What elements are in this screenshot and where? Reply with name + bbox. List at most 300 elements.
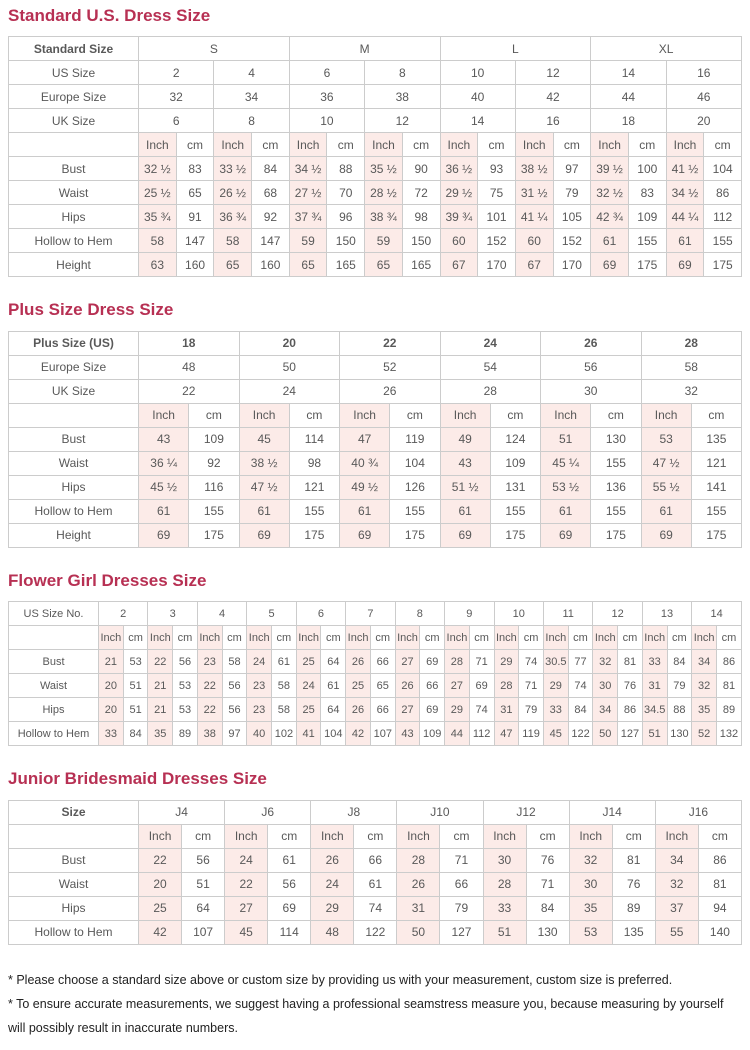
table-row (9, 674, 742, 698)
table-row (9, 157, 742, 181)
cell: 65 (370, 674, 395, 698)
cell: cm (478, 133, 516, 157)
cell: 22 (139, 848, 182, 872)
cell: 152 (478, 229, 516, 253)
cell: 121 (289, 475, 339, 499)
cell: 38 ¾ (365, 205, 403, 229)
cell: 45 (225, 920, 268, 944)
cell: 136 (591, 475, 641, 499)
cell: 42 (346, 722, 371, 746)
cell: 155 (390, 499, 440, 523)
cell: 65 (176, 181, 214, 205)
cell: 51 (541, 427, 591, 451)
cell: cm (526, 824, 569, 848)
table-row (9, 698, 742, 722)
cell: 56 (222, 698, 247, 722)
cell: 155 (591, 451, 641, 475)
cell: L (440, 37, 591, 61)
cell: Inch (569, 824, 612, 848)
flower-girl-table (8, 601, 742, 746)
cell: 155 (628, 229, 666, 253)
cell: Inch (541, 403, 591, 427)
cell: 89 (173, 722, 198, 746)
cell: 66 (354, 848, 397, 872)
plus-size-title: Plus Size Dress Size (8, 300, 174, 320)
cell: 14 (692, 602, 742, 626)
cell: 79 (553, 181, 591, 205)
cell: 104 (321, 722, 346, 746)
cell: 32 ½ (139, 157, 177, 181)
row-label: Size (9, 800, 139, 824)
cell: 60 (440, 229, 478, 253)
cell: Inch (239, 403, 289, 427)
row-label: Waist (9, 181, 139, 205)
cell: 11 (543, 602, 592, 626)
cell: 175 (704, 253, 742, 277)
cell: 76 (526, 848, 569, 872)
cell: 25 (139, 896, 182, 920)
cell: 29 (311, 896, 354, 920)
cell: 24 (311, 872, 354, 896)
cell: 51 (642, 722, 667, 746)
cell: 86 (704, 181, 742, 205)
cell: 18 (139, 331, 240, 355)
cell: Inch (483, 824, 526, 848)
cell: Inch (591, 133, 629, 157)
cell: 10 (440, 61, 515, 85)
cell: 93 (478, 157, 516, 181)
cell: 61 (666, 229, 704, 253)
cell: 70 (327, 181, 365, 205)
table-row (9, 253, 742, 277)
cell: 30 (593, 674, 618, 698)
cell: 38 ½ (515, 157, 553, 181)
cell: 61 (340, 499, 390, 523)
row-label: Bust (9, 848, 139, 872)
cell: J6 (225, 800, 311, 824)
cell: 71 (519, 674, 544, 698)
cell: 98 (289, 451, 339, 475)
cell: Inch (340, 403, 390, 427)
cell: 27 (395, 650, 420, 674)
cell: 27 (445, 674, 470, 698)
cell: 47 (494, 722, 519, 746)
cell: 52 (692, 722, 717, 746)
cell: 92 (189, 451, 239, 475)
cell: 34 ½ (666, 181, 704, 205)
cell: 26 (340, 379, 441, 403)
cell: 26 (311, 848, 354, 872)
cell: 45 (543, 722, 568, 746)
cell: 69 (420, 650, 445, 674)
cell: 170 (478, 253, 516, 277)
cell: 21 (148, 674, 173, 698)
cell: 71 (526, 872, 569, 896)
cell: 165 (402, 253, 440, 277)
cell: 69 (420, 698, 445, 722)
cell: 47 ½ (641, 451, 691, 475)
standard-size-section (8, 6, 742, 277)
row-label: US Size No. (9, 602, 99, 626)
cell: 66 (440, 872, 483, 896)
table-row (9, 403, 742, 427)
row-label: Height (9, 523, 139, 547)
row-label: Height (9, 253, 139, 277)
cell: 40 (247, 722, 272, 746)
cell: 109 (628, 205, 666, 229)
cell: 38 (197, 722, 222, 746)
cell: 155 (704, 229, 742, 253)
cell: 8 (365, 61, 440, 85)
cell: 10 (494, 602, 543, 626)
cell: 122 (354, 920, 397, 944)
row-label: Waist (9, 451, 139, 475)
cell: Inch (148, 626, 173, 650)
cell: 119 (519, 722, 544, 746)
cell: 20 (666, 109, 741, 133)
cell: 51 (483, 920, 526, 944)
cell: 56 (268, 872, 311, 896)
table-row (9, 626, 742, 650)
row-label: Hollow to Hem (9, 722, 99, 746)
row-label: Hollow to Hem (9, 499, 139, 523)
cell: 124 (490, 427, 540, 451)
cell: 121 (691, 451, 741, 475)
cell: 37 (655, 896, 698, 920)
cell: Inch (99, 626, 124, 650)
cell: cm (628, 133, 666, 157)
table-row (9, 499, 742, 523)
cell: 114 (289, 427, 339, 451)
cell: 26 (395, 674, 420, 698)
cell: cm (272, 626, 297, 650)
cell: Inch (296, 626, 321, 650)
footnotes (8, 968, 742, 1040)
table-row (9, 475, 742, 499)
cell: 64 (182, 896, 225, 920)
cell: 34 (655, 848, 698, 872)
cell: 109 (189, 427, 239, 451)
row-label: US Size (9, 61, 139, 85)
cell: 42 (515, 85, 590, 109)
cell: 43 (395, 722, 420, 746)
cell: 55 (655, 920, 698, 944)
cell: 22 (197, 698, 222, 722)
cell: 24 (296, 674, 321, 698)
cell: 101 (478, 205, 516, 229)
cell: 16 (666, 61, 741, 85)
cell: 35 (692, 698, 717, 722)
cell: 69 (541, 523, 591, 547)
cell: 170 (553, 253, 591, 277)
cell: cm (591, 403, 641, 427)
cell: 155 (490, 499, 540, 523)
cell: 56 (182, 848, 225, 872)
cell: 45 (239, 427, 289, 451)
table-row (9, 355, 742, 379)
cell: cm (327, 133, 365, 157)
cell: 27 (395, 698, 420, 722)
cell: 58 (214, 229, 252, 253)
cell: 22 (197, 674, 222, 698)
cell: J16 (655, 800, 741, 824)
row-label: Waist (9, 872, 139, 896)
cell: 53 (569, 920, 612, 944)
cell: 155 (189, 499, 239, 523)
cell: 33 (483, 896, 526, 920)
cell: 26 ½ (214, 181, 252, 205)
cell: 69 (139, 523, 189, 547)
cell: 22 (139, 379, 240, 403)
row-label (9, 824, 139, 848)
cell: 61 (239, 499, 289, 523)
cell: 69 (591, 253, 629, 277)
cell: 49 (440, 427, 490, 451)
cell: 34.5 (642, 698, 667, 722)
cell: Inch (494, 626, 519, 650)
table-row (9, 205, 742, 229)
cell: 60 (515, 229, 553, 253)
cell: 24 (225, 848, 268, 872)
cell: 45 ¼ (541, 451, 591, 475)
cell: 25 (296, 698, 321, 722)
cell: 69 (239, 523, 289, 547)
flower-girl-section (8, 571, 742, 746)
cell: 14 (591, 61, 666, 85)
cell: 175 (628, 253, 666, 277)
cell: cm (354, 824, 397, 848)
table-row (9, 109, 742, 133)
cell: 32 (692, 674, 717, 698)
cell: 100 (628, 157, 666, 181)
cell: 29 (543, 674, 568, 698)
cell: 66 (370, 650, 395, 674)
cell: 104 (390, 451, 440, 475)
cell: 21 (99, 650, 124, 674)
table-row (9, 872, 742, 896)
cell: Inch (346, 626, 371, 650)
cell: Inch (139, 403, 189, 427)
cell: 51 (123, 698, 148, 722)
cell: 53 ½ (541, 475, 591, 499)
cell: 61 (354, 872, 397, 896)
cell: 35 (569, 896, 612, 920)
cell: 2 (99, 602, 148, 626)
cell: 5 (247, 602, 296, 626)
row-label: Waist (9, 674, 99, 698)
cell: cm (268, 824, 311, 848)
table-row (9, 427, 742, 451)
cell: 150 (327, 229, 365, 253)
cell: cm (390, 403, 440, 427)
cell: 56 (173, 650, 198, 674)
cell: 81 (618, 650, 643, 674)
cell: 67 (515, 253, 553, 277)
cell: Inch (214, 133, 252, 157)
cell: Inch (445, 626, 470, 650)
cell: 14 (440, 109, 515, 133)
cell: 8 (214, 109, 289, 133)
cell: 114 (268, 920, 311, 944)
cell: 69 (469, 674, 494, 698)
cell: Inch (289, 133, 327, 157)
table-row (9, 920, 742, 944)
cell: Inch (440, 403, 490, 427)
cell: 39 ½ (591, 157, 629, 181)
cell: 27 ½ (289, 181, 327, 205)
cell: cm (289, 403, 339, 427)
row-label: Hollow to Hem (9, 920, 139, 944)
cell: Inch (197, 626, 222, 650)
cell: 32 (569, 848, 612, 872)
cell: 42 ¾ (591, 205, 629, 229)
cell: 40 (440, 85, 515, 109)
cell: 55 ½ (641, 475, 691, 499)
cell: Inch (642, 626, 667, 650)
cell: 28 (440, 379, 541, 403)
cell: 65 (365, 253, 403, 277)
cell: 61 (541, 499, 591, 523)
cell: 175 (189, 523, 239, 547)
cell: 30 (483, 848, 526, 872)
cell: 127 (440, 920, 483, 944)
cell: 72 (402, 181, 440, 205)
cell: 75 (478, 181, 516, 205)
cell: 46 (666, 85, 741, 109)
cell: 84 (123, 722, 148, 746)
cell: 98 (402, 205, 440, 229)
table-row (9, 229, 742, 253)
cell: 53 (123, 650, 148, 674)
row-label (9, 133, 139, 157)
cell: 41 ½ (666, 157, 704, 181)
cell: 48 (139, 355, 240, 379)
cell: J8 (311, 800, 397, 824)
cell: 22 (340, 331, 441, 355)
cell: cm (182, 824, 225, 848)
cell: 36 (289, 85, 364, 109)
cell: cm (618, 626, 643, 650)
cell: J12 (483, 800, 569, 824)
cell: 130 (526, 920, 569, 944)
cell: 43 (139, 427, 189, 451)
cell: 126 (390, 475, 440, 499)
cell: 61 (268, 848, 311, 872)
cell: cm (252, 133, 290, 157)
cell: 38 ½ (239, 451, 289, 475)
row-label: Hips (9, 475, 139, 499)
cell: 30.5 (543, 650, 568, 674)
cell: 28 (483, 872, 526, 896)
row-label: UK Size (9, 109, 139, 133)
cell: Inch (397, 824, 440, 848)
cell: 53 (173, 698, 198, 722)
cell: 26 (346, 650, 371, 674)
cell: 112 (469, 722, 494, 746)
cell: 81 (612, 848, 655, 872)
cell: 61 (321, 674, 346, 698)
cell: 94 (698, 896, 741, 920)
table-row (9, 848, 742, 872)
cell: 58 (222, 650, 247, 674)
cell: 4 (214, 61, 289, 85)
cell: 116 (189, 475, 239, 499)
cell: 130 (667, 722, 692, 746)
cell: 65 (289, 253, 327, 277)
cell: 89 (612, 896, 655, 920)
cell: 33 (543, 698, 568, 722)
cell: 141 (691, 475, 741, 499)
cell: 24 (247, 650, 272, 674)
cell: cm (667, 626, 692, 650)
cell: 52 (340, 355, 441, 379)
cell: cm (123, 626, 148, 650)
standard-size-title: Standard U.S. Dress Size (8, 6, 211, 25)
cell: 25 (346, 674, 371, 698)
cell: 53 (173, 674, 198, 698)
cell: 47 ½ (239, 475, 289, 499)
cell: 12 (515, 61, 590, 85)
cell: 63 (139, 253, 177, 277)
cell: 13 (642, 602, 691, 626)
table-row (9, 602, 742, 626)
cell: 26 (541, 331, 642, 355)
cell: J4 (139, 800, 225, 824)
cell: 27 (225, 896, 268, 920)
cell: 69 (340, 523, 390, 547)
cell: 58 (272, 674, 297, 698)
row-label: Europe Size (9, 355, 139, 379)
cell: 39 ¾ (440, 205, 478, 229)
cell: 175 (490, 523, 540, 547)
cell: 64 (321, 650, 346, 674)
cell: 66 (370, 698, 395, 722)
cell: cm (440, 824, 483, 848)
cell: 40 ¾ (340, 451, 390, 475)
cell: 49 ½ (340, 475, 390, 499)
cell: 36 ¼ (139, 451, 189, 475)
cell: 47 (340, 427, 390, 451)
cell: 74 (568, 674, 593, 698)
cell: 32 ½ (591, 181, 629, 205)
row-label: Hollow to Hem (9, 229, 139, 253)
cell: Inch (311, 824, 354, 848)
cell: 31 (397, 896, 440, 920)
cell: 36 ¾ (214, 205, 252, 229)
cell: 86 (716, 650, 741, 674)
cell: cm (698, 824, 741, 848)
cell: 41 ¼ (515, 205, 553, 229)
cell: 56 (541, 355, 642, 379)
cell: cm (321, 626, 346, 650)
cell: 160 (252, 253, 290, 277)
cell: 109 (420, 722, 445, 746)
cell: 7 (346, 602, 395, 626)
cell: 83 (176, 157, 214, 181)
cell: 20 (99, 674, 124, 698)
table-row (9, 331, 742, 355)
cell: 28 (641, 331, 742, 355)
cell: 74 (354, 896, 397, 920)
table-row (9, 896, 742, 920)
row-label: Plus Size (US) (9, 331, 139, 355)
cell: 44 (445, 722, 470, 746)
cell: 3 (148, 602, 197, 626)
cell: 160 (176, 253, 214, 277)
cell: 61 (591, 229, 629, 253)
cell: 155 (691, 499, 741, 523)
cell: 34 (593, 698, 618, 722)
